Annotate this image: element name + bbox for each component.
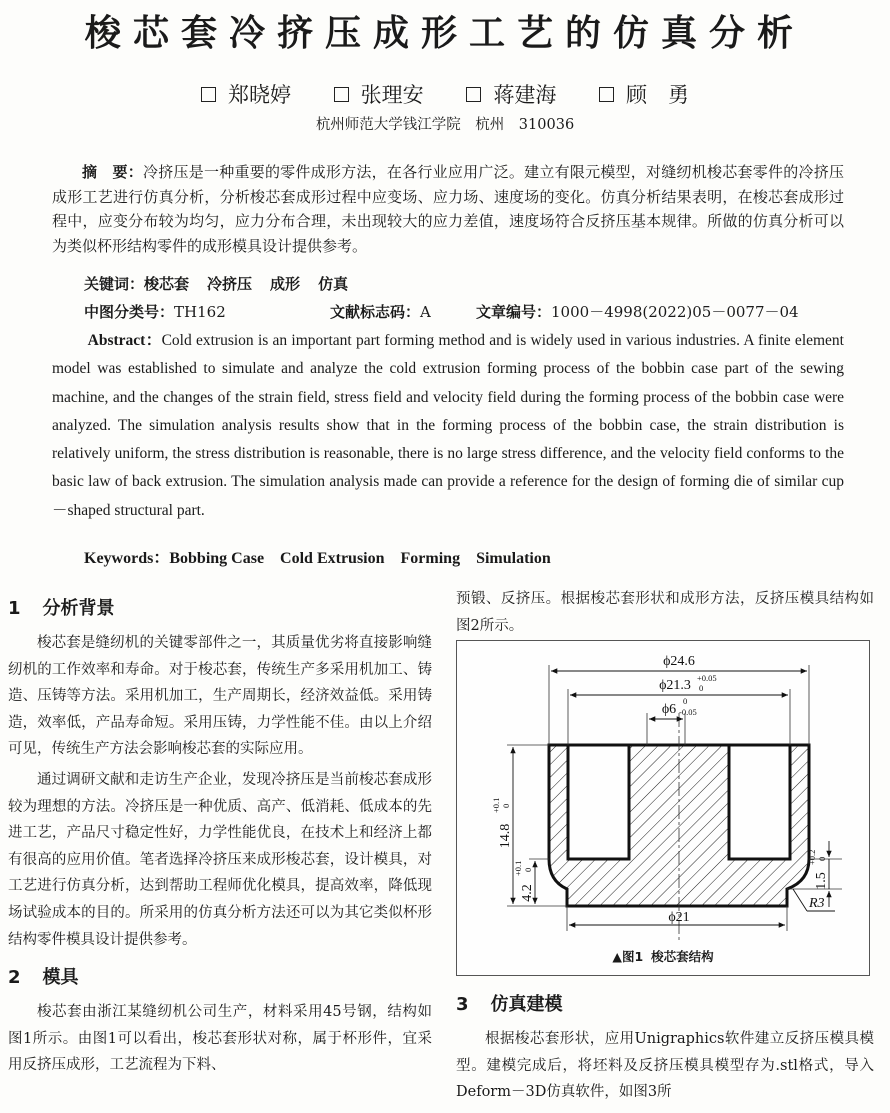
figure-caption-text: 梭芯套结构	[651, 949, 714, 964]
keywords-cn	[84, 272, 844, 296]
classification-line	[84, 300, 844, 324]
keywords-en	[84, 546, 844, 572]
keyword-en: Forming	[400, 550, 461, 567]
figure-caption	[457, 947, 869, 965]
author-name: 顾 勇	[626, 83, 690, 107]
keywords-cn-label: 关键词：	[84, 275, 145, 293]
author-name: 张理安	[360, 83, 424, 107]
figure-marker: ▲图1	[612, 949, 644, 964]
author-list	[0, 80, 890, 110]
author-name: 郑晓婷	[227, 83, 291, 107]
tolerance-upper: +0.1	[513, 860, 523, 876]
section-heading: 1 分析背景	[8, 598, 115, 619]
keywords-en-label: Keywords：	[84, 550, 170, 567]
author	[599, 80, 689, 110]
author-marker-icon	[599, 87, 614, 102]
dim-core-diameter-label: ϕ6	[661, 702, 677, 717]
tolerance-upper: +0.2	[807, 849, 817, 865]
article-id: 1000－4998(2022)05－0077－04	[551, 303, 799, 321]
tolerance-upper: +0.1	[491, 797, 501, 813]
figure-1	[456, 640, 870, 976]
keyword-cn: 梭芯套	[144, 275, 190, 293]
body-paragraph: 根据梭芯套形状，应用Unigraphics软件建立反挤压模具模型。建模完成后，将坯料及反挤压模具模型存为.stl格式，导入Deform－3D仿真软件，如图3所	[456, 1031, 874, 1101]
bobbin-case-drawing	[457, 641, 869, 941]
tolerance-upper: +0.05	[697, 673, 717, 683]
dim-outer-diameter-label: ϕ24.6	[663, 654, 695, 669]
author-marker-icon	[466, 87, 481, 102]
author	[201, 80, 291, 110]
keyword-cn: 成形	[270, 275, 301, 293]
dim-right-height-label: 1.5	[814, 872, 829, 890]
doc-code-label: 文献标志码：	[330, 303, 421, 321]
radius-label: R3	[809, 896, 825, 911]
author-name: 蒋建海	[493, 83, 557, 107]
body-paragraph: 梭芯套由浙江某缝纫机公司生产，材料采用45号钢，结构如图1所示。由图1可以看出，梭芯套形状对称，属于杯形件，宜采用反挤压成形，工艺流程为下料、	[8, 1004, 432, 1074]
right-column-lower	[456, 990, 874, 1106]
tolerance-lower: -0.05	[679, 707, 697, 717]
abstract-cn	[52, 160, 844, 258]
dim-inner-diameter-label: ϕ21.3	[659, 678, 691, 693]
affiliation: 杭州师范大学钱江学院 杭州 310036	[315, 117, 575, 133]
tolerance-lower: 0	[817, 856, 827, 861]
abstract-en	[52, 327, 844, 525]
abstract-en-text: Cold extrusion is an important part forming method and is widely used in various industries. A finite element model was established to simulate and analyze the cold extrusion forming process of the bobbin case part of the sewing machine, and the changes of the strain field, stress field and velocity field during the forming process of the bobbin case were analyzed. The simulation analysis results show that in the forming process of the bobbin case, the strain distribution is relatively uniform, the stress distribution is reasonable, there is no large stress difference, and the velocity field conforms to the basic law of back extrusion. The simulation analysis made can provide a reference for the design of forming die of similar cup－shaped structural part.	[52, 332, 844, 519]
section-heading: 2 模具	[8, 967, 79, 989]
keyword-cn: 冷挤压	[207, 275, 253, 293]
tolerance-lower: 0	[501, 803, 511, 808]
tolerance-upper: 0	[683, 696, 688, 706]
tolerance-lower: 0	[523, 867, 533, 872]
paper-title: 梭芯套冷挤压成形工艺的仿真分析	[84, 13, 805, 54]
dim-bottom-diameter-label: ϕ21	[668, 910, 690, 925]
keyword-cn: 仿真	[318, 275, 349, 293]
abstract-cn-label: 摘 要：	[82, 163, 143, 181]
dim-base-height-label: 4.2	[520, 884, 535, 902]
author-marker-icon	[334, 87, 349, 102]
left-column	[8, 594, 432, 1079]
author	[466, 80, 556, 110]
keyword-en: Simulation	[476, 550, 551, 567]
author-marker-icon	[201, 87, 216, 102]
abstract-en-label: Abstract：	[87, 332, 162, 349]
radius-leader	[793, 889, 807, 911]
body-paragraph: 通过调研文献和走访生产企业，发现冷挤压是当前梭芯套成形较为理想的方法。冷挤压是一种优质、高产、低消耗、低成本的先进工艺，产品尺寸稳定性好，力学性能优良，在技术上和经济上都有很高的应用价值。笔者选择冷挤压来成形梭芯套，设计模具，对工艺进行仿真分析，达到帮助工程师优化模具，提高效率，降低现场试验成本的目的。所采用的仿真分析方法还可以为其它类似杯形结构零件模具设计提供参考。	[8, 771, 432, 948]
body-paragraph: 梭芯套是缝纫机的关键零部件之一，其质量优劣将直接影响缝纫机的工作效率和寿命。对于梭芯套，传统生产多采用机加工、铸造、压铸等方法。采用机加工，生产周期长，经济效益低。采用铸造，效率低，产品寿命短。采用压铸，力学性能不佳。由以上介绍可见，传统生产方法会影响梭芯套的实际应用。	[8, 635, 432, 758]
article-id-label: 文章编号：	[476, 303, 552, 321]
clc-code: TH162	[174, 303, 226, 321]
dim-total-height-label: 14.8	[498, 823, 513, 849]
doc-code: A	[420, 303, 431, 321]
tolerance-lower: 0	[699, 683, 704, 693]
body-paragraph: 预锻、反挤压。根据梭芯套形状和成形方法，反挤压模具结构如图2所示。	[456, 591, 874, 634]
section-heading: 3 仿真建模	[456, 994, 563, 1015]
right-column	[456, 586, 874, 639]
keyword-en: Bobbing Case	[169, 550, 265, 567]
keyword-en: Cold Extrusion	[280, 550, 385, 567]
clc-label: 中图分类号：	[84, 303, 175, 321]
abstract-cn-text: 冷挤压是一种重要的零件成形方法，在各行业应用广泛。建立有限元模型，对缝纫机梭芯套零件的冷挤压成形工艺进行仿真分析，分析梭芯套成形过程中应变场、应力场、速度场的变化。仿真分析结果表明，在梭芯套成形过程中，应变分布较为均匀，应力分布合理，未出现较大的应力差值，速度场符合反挤压基本规律。所做的仿真分析可以为类似杯形结构零件的成形模具设计提供参考。	[52, 163, 844, 255]
author	[334, 80, 424, 110]
